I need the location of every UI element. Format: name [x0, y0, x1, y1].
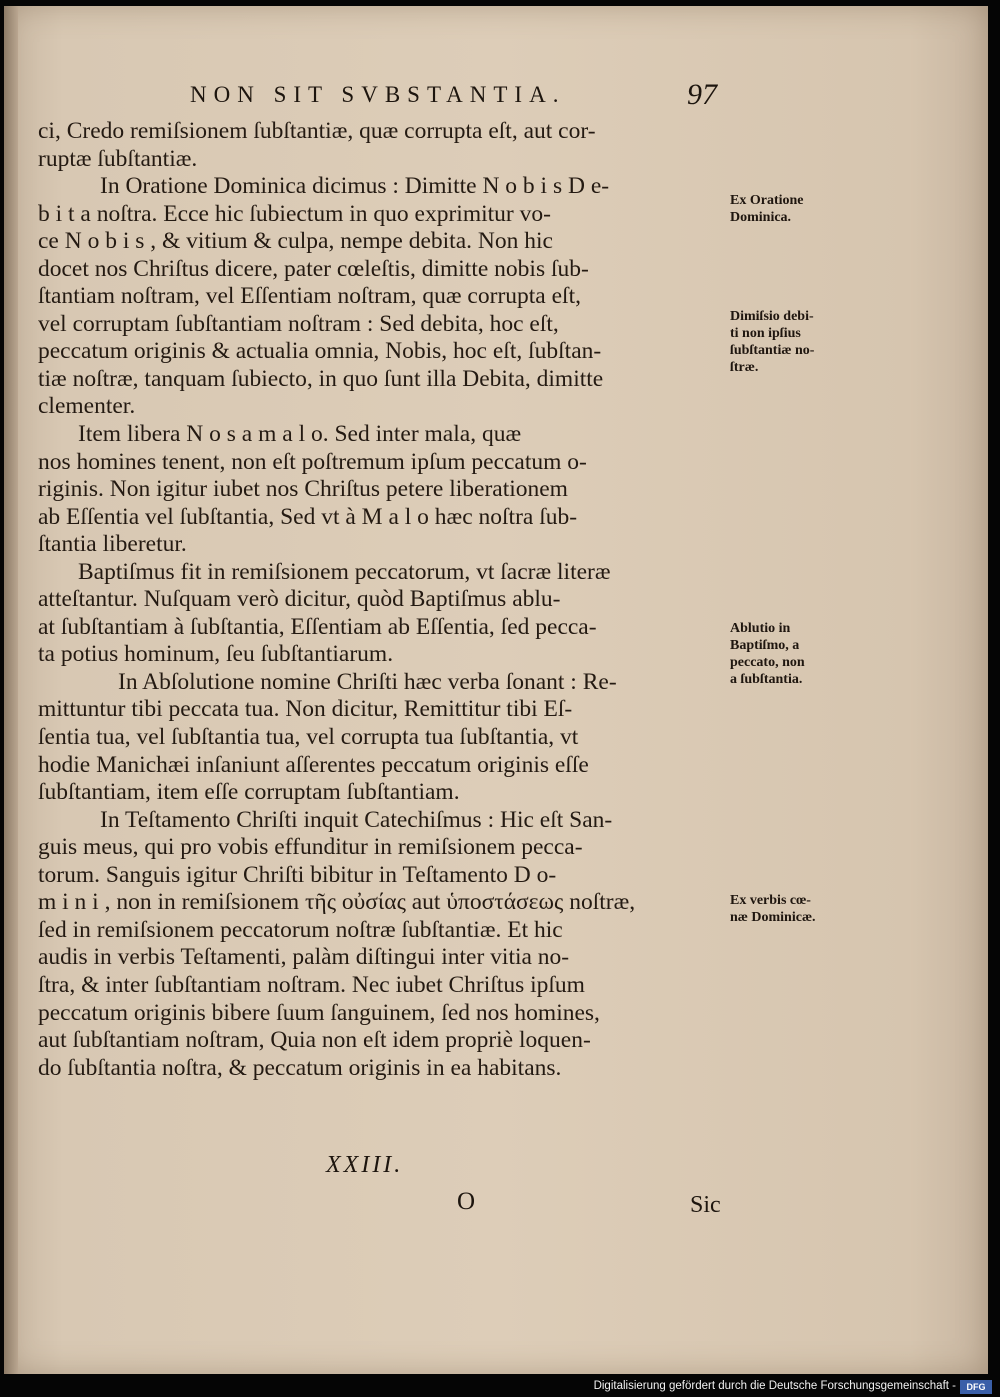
text-line: ruptæ ſubſtantiæ.	[38, 145, 198, 172]
running-title: NON SIT SVBSTANTIA.	[190, 82, 566, 107]
margin-note	[730, 620, 870, 688]
text-line: ſubſtantiam, item eſſe corruptam ſubſtantiam.	[38, 779, 460, 806]
margin-note-line: Dominica.	[730, 210, 792, 225]
text-line: peccatum originis & actualia omnia, Nobis, hoc eſt, ſubſtan-	[38, 338, 602, 365]
margin-note	[730, 308, 870, 376]
text-line: ci, Credo remiſsionem ſubſtantiæ, quæ corrupta eſt, aut cor-	[38, 118, 596, 144]
text-line: hodie Manichæi inſaniunt aſſerentes peccatum originis eſſe	[38, 751, 589, 778]
text-line: do ſubſtantia noſtra, & peccatum originis in ea habitans.	[38, 1054, 562, 1081]
catchword: Sic	[690, 1192, 721, 1218]
margin-note-line: Ex Oratione	[730, 193, 804, 208]
signature-mark: XXIII.	[326, 1152, 404, 1178]
dfg-logo[interactable]: DFG	[960, 1380, 992, 1394]
text-line: guis meus, qui pro vobis effunditur in remiſsionem pecca-	[38, 834, 583, 861]
text-line: ſtantiam noſtram, vel Eſſentiam noſtram, quæ corrupta eſt,	[38, 283, 581, 310]
text-line: peccatum originis bibere ſuum ſanguinem, ſed nos homines,	[38, 999, 600, 1026]
margin-note-line: ti non ipſius	[730, 326, 801, 341]
margin-note-line: a ſubſtantia.	[730, 672, 803, 687]
text-line: In Teſtamento Chriſti inquit Catechiſmus : Hic eſt San-	[100, 806, 613, 833]
credit-bar	[0, 1378, 1000, 1397]
running-head	[4, 78, 988, 118]
text-line: tiæ noſtræ, tanquam ſubiecto, in quo ſunt illa Debita, dimitte	[38, 365, 604, 392]
text-line: Item libera N o s a m a l o. Sed inter mala, quæ	[78, 421, 522, 448]
text-line: ce N o b i s , & vitium & culpa, nempe debita. Non hic	[38, 228, 553, 255]
text-line: ſentia tua, vel ſubſtantia tua, vel corrupta tua ſubſtantia, vt	[38, 724, 579, 751]
margin-note-line: peccato, non	[730, 655, 805, 670]
text-line: Baptiſmus fit in remiſsionem peccatorum, vt ſacræ literæ	[78, 558, 611, 585]
text-line: vel corruptam ſubſtantiam noſtram : Sed debita, hoc eſt,	[38, 310, 559, 337]
margin-note-line: næ Dominicæ.	[730, 910, 816, 925]
text-line: In Abſolutione nomine Chriſti hæc verba ſonant : Re-	[118, 668, 617, 695]
text-line: m i n i , non in remiſsionem τῆς οὐσίας aut ὑποστάσεως noſtræ,	[38, 889, 636, 916]
text-line: ſtantia liberetur.	[38, 531, 187, 558]
text-line: ſed in remiſsionem peccatorum noſtræ ſubſtantiæ. Et hic	[38, 916, 563, 943]
text-line: ſtra, & inter ſubſtantiam noſtram. Nec iubet Chriſtus ipſum	[38, 971, 585, 998]
margin-note	[730, 892, 870, 926]
text-line: docet nos Chriſtus dicere, pater cœleſtis, dimitte nobis ſub-	[38, 255, 589, 282]
text-line: ta potius hominum, ſeu ſubſtantiarum.	[38, 641, 394, 668]
body-text	[38, 118, 728, 1082]
text-line: mittuntur tibi peccata tua. Non dicitur, Remittitur tibi Eſ-	[38, 696, 573, 723]
text-line: torum. Sanguis igitur Chriſti bibitur in Teſtamento D o-	[38, 861, 557, 888]
text-line: audis in verbis Teſtamenti, palàm diſtingui inter vitia no-	[38, 944, 570, 971]
text-line: b i t a noſtra. Ecce hic ſubiectum in quo exprimitur vo-	[38, 200, 551, 227]
text-line: at ſubſtantiam à ſubſtantia, Eſſentiam ab Eſſentia, ſed pecca-	[38, 613, 597, 640]
text-line: In Oratione Dominica dicimus : Dimitte N o b i s D e-	[100, 173, 610, 200]
gathering-letter: O	[457, 1188, 476, 1215]
margin-note-line: Ablutio in	[730, 621, 791, 636]
book-page	[4, 6, 988, 1374]
page-number: 97	[687, 78, 717, 111]
text-line: ab Eſſentia vel ſubſtantia, Sed vt à M a l o hæc noſtra ſub-	[38, 503, 578, 530]
margin-note	[730, 192, 870, 226]
text-line: nos homines tenent, non eſt poſtremum ipſum peccatum o-	[38, 448, 587, 475]
margin-note-line: ſtræ.	[730, 360, 759, 375]
text-line: atteſtantur. Nuſquam verò dicitur, quòd Baptiſmus ablu-	[38, 586, 561, 613]
text-line: aut ſubſtantiam noſtram, Quia non eſt idem propriè loquen-	[38, 1027, 591, 1054]
margin-note-line: ſubſtantiæ no-	[730, 343, 815, 358]
signature-row	[4, 1152, 988, 1232]
text-line: clementer.	[38, 393, 136, 420]
funding-credit: Digitalisierung gefördert durch die Deutsche Forschungsgemeinschaft -	[593, 1380, 956, 1392]
text-line: riginis. Non igitur iubet nos Chriſtus petere liberationem	[38, 476, 568, 503]
margin-note-line: Baptiſmo, a	[730, 638, 800, 653]
margin-note-line: Ex verbis cœ-	[730, 893, 811, 908]
margin-note-line: Dimiſsio debi-	[730, 309, 814, 324]
